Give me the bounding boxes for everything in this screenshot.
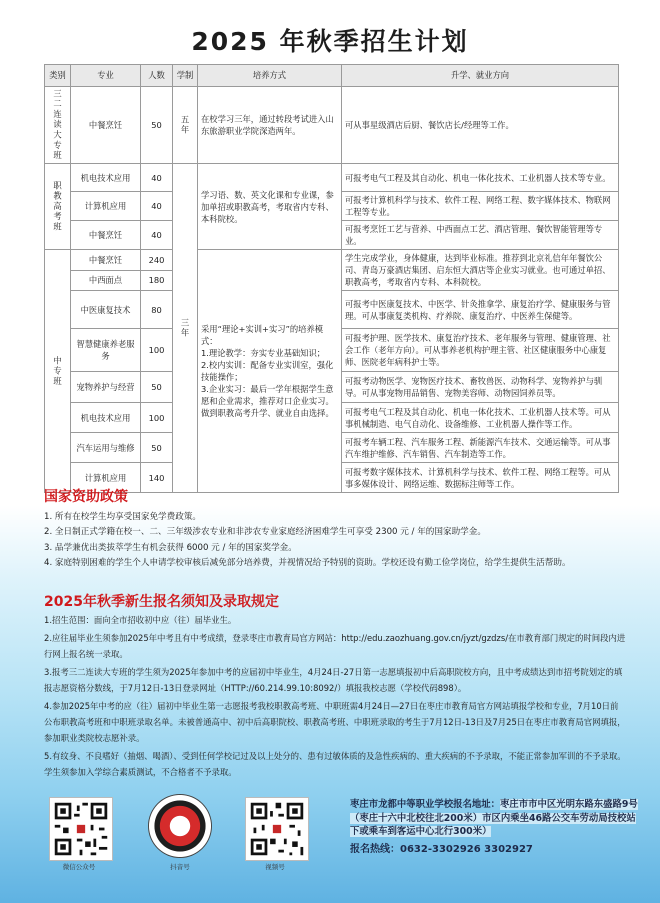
major-cell: 计算机应用 [71,192,141,221]
policy-heading: 国家资助政策 [44,489,128,505]
direction-cell: 可报考烹饪工艺与营养、中西面点工艺、酒店管理、餐饮智能管理等专业。 [342,221,619,250]
header-count: 人数 [141,65,173,87]
phone-label: 报名热线： [350,843,400,855]
table-row [45,164,619,192]
wechat-qr-code[interactable] [50,798,112,860]
direction-cell: 学生完成学业，身体健康，达到毕业标准。推荐到北京礼信年年餐饮公司、青岛万豪酒店集团、启东恒大酒店等企业实习就业。也可通过单招、职教高考，考取省内专科、本科院校。 [342,250,619,291]
policy-list [44,511,624,572]
direction-cell: 可从事星级酒店后厨、餐饮店长/经理等工作。 [342,87,619,164]
video-qr-caption: 视频号 [265,863,285,871]
count-cell: 100 [141,403,173,433]
table-row [45,250,619,271]
major-cell: 宠物养护与经营 [71,372,141,403]
notice-item: 3.报考三二连读大专班的学生须为2025年参加中考的应届初中毕业生，4月24日-27日第一志愿填报初中后高职院校方向，且中考成绩达到市招考院划定的填报志愿资格分数线，于7月12日-13日登录网址（HTTP://60.214.99.10:8092/）填报我校志愿（学校代码898）。 [44,666,623,693]
notice-item: 4.参加2025年中考的应（往）届初中毕业生第一志愿报考我校职教高考班、中职班需4月24日—27日在枣庄市教育局官方网站填报学校和专业，7月10日前公布职教高考班和中职班录取名单。未被普通高中、初中后高职院校、职教高考班、中职班录取的考生于7月12日-13日及7月25日在枣庄市教育局官网填报，参加职业类院校志愿补录。 [44,700,626,743]
direction-cell: 可报考中医康复技术、中医学、针灸推拿学、康复治疗学、健康服务与管理。可从事康复类机构、疗养院、康复治疗、中医养生保健等。 [342,291,619,329]
direction-cell: 可报考计算机科学与技术、软件工程、网络工程、数字媒体技术、物联网工程等专业。 [342,192,619,221]
category-cell: 中专班 [45,250,71,493]
major-cell: 中餐烹饪 [71,87,141,164]
training-cell: 在校学习三年，通过转段考试进入山东旅游职业学院深造两年。 [198,87,342,164]
duration-cell: 三年 [173,164,198,493]
phone-numbers[interactable]: 0632-3302926 3302927 [400,843,533,855]
count-cell: 40 [141,164,173,192]
direction-cell: 可报考动物医学、宠物医疗技术、畜牧兽医、动物科学、宠物养护与驯导。可从事宠物用品销售、宠物美容师、动物园饲养员等。 [342,372,619,403]
policy-item: 3. 品学兼优出类拔萃学生有机会获得 6000 元 / 年的国家奖学金。 [44,542,297,553]
header-category: 类别 [45,65,71,87]
address-text: 枣庄市市中区光明东路东盛路9号（枣庄十六中北校往北200米）市区内乘坐46路公交车劳动局技校站下或乘车到客运中心北行300米） [350,799,638,838]
major-cell: 智慧健康养老服务 [71,329,141,372]
header-training: 培养方式 [198,65,342,87]
count-cell: 50 [141,372,173,403]
count-cell: 100 [141,329,173,372]
policy-item: 2. 全日制正式学籍在校一、二、三年级涉农专业和非涉农专业家庭经济困难学生可享受 2300 元 / 年的国家助学金。 [44,527,486,538]
major-cell: 机电技术应用 [71,403,141,433]
table-header-row [45,65,619,87]
page-title: 2025 年秋季招生计划 [191,27,469,56]
major-cell: 中医康复技术 [71,291,141,329]
douyin-qr-code[interactable] [148,794,212,858]
major-cell: 汽车运用与维修 [71,433,141,463]
major-cell: 计算机应用 [71,463,141,493]
direction-cell: 可报考电气工程及其自动化、机电一体化技术、工业机器人技术等专业。 [342,164,619,192]
direction-cell: 可报考车辆工程、汽车服务工程、新能源汽车技术、交通运输等。可从事汽车维护维修、汽车销售、汽车制造等工作。 [342,433,619,463]
direction-cell: 可报考电气工程及其自动化、机电一体化技术、工业机器人技术等。可从事机械制造、电气自动化、设备维修、工业机器人操作等工作。 [342,403,619,433]
video-channel-qr-code[interactable] [246,798,308,860]
count-cell: 50 [141,433,173,463]
count-cell: 40 [141,221,173,250]
wechat-qr-caption: 微信公众号 [62,863,96,871]
count-cell: 180 [141,270,173,291]
policy-item: 4. 家庭特别困难的学生个人申请学校审核后减免部分培养费，并视情况给予特别的资助。学校还设有勤工俭学岗位，给学生提供生活帮助。 [44,557,571,568]
duration-cell: 五年 [173,87,198,164]
notice-item: 5.有纹身、不良嗜好（抽烟、喝酒）、受到任何学校记过及以上处分的、患有过敏体质的及急性疾病的、重大疾病的不予录取，不能正常参加军训的不予录取。学生须参加入学综合素质测试，不合格者不予录取。 [44,750,626,777]
training-cell: 学习语、数、英文化课和专业课，参加单招或职教高考，考取省内专科、本科院校。 [198,164,342,250]
count-cell: 40 [141,192,173,221]
major-cell: 机电技术应用 [71,164,141,192]
notice-heading: 2025年秋季新生报名须知及录取规定 [44,594,279,610]
direction-cell: 可报考数字媒体技术、计算机科学与技术、软件工程、网络工程等。可从事多媒体设计、网络运维、数据标注师等工作。 [342,463,619,493]
notice-list [44,613,626,783]
enrollment-address-block [350,798,640,857]
major-cell: 中餐烹饪 [71,221,141,250]
major-cell: 中西面点 [71,270,141,291]
direction-cell: 可报考护理、医学技术、康复治疗技术、老年服务与管理、健康管理、社会工作（老年方向）。可从事养老机构护理主管、社区健康服务中心康复师、医院老年病科护士等。 [342,329,619,372]
count-cell: 240 [141,250,173,271]
header-major: 专业 [71,65,141,87]
header-duration: 学制 [173,65,198,87]
major-cell: 中餐烹饪 [71,250,141,271]
notice-item: 2.应往届毕业生须参加2025年中考且有中考成绩，登录枣庄市教育局官方网站：http://edu.zaozhuang.gov.cn/jyzt/gzdzs/在市教育部门规定的时间段内进行网上报名统一录取。 [44,632,626,659]
training-cell: 采用“理论+实训+实习”的培养模式： 1.理论教学：夯实专业基础知识； 2.校内实训：配备专业实训室，强化技能操作； 3.企业实习：最后一学年根据学生意愿和企业需求，推荐对口企业实习。 做到职教高考升学、就业自由选择。 [198,250,342,493]
header-direction: 升学、就业方向 [342,65,619,87]
table-row [45,87,619,164]
category-cell: 三二连读大专班 [45,87,71,164]
notice-item: 1.招生范围：面向全市招收初中应（往）届毕业生。 [44,615,237,625]
category-cell: 职教高考班 [45,164,71,250]
address-label: 枣庄市龙都中等职业学校报名地址： [350,799,501,810]
count-cell: 140 [141,463,173,493]
count-cell: 50 [141,87,173,164]
douyin-qr-caption: 抖音号 [170,863,190,871]
enrollment-plan-table [44,64,619,493]
policy-item: 1. 所有在校学生均享受国家免学费政策。 [44,512,202,522]
count-cell: 80 [141,291,173,329]
